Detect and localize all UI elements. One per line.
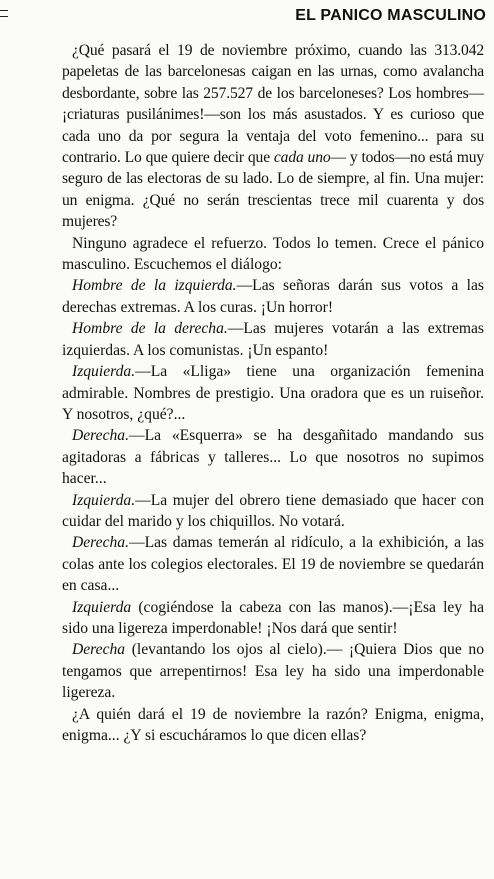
speaker-label: Hombre de la derecha. bbox=[72, 320, 228, 338]
header-rule-top bbox=[0, 10, 8, 11]
speaker-label: Izquierda bbox=[72, 598, 132, 616]
speaker-label: Derecha bbox=[72, 641, 126, 659]
header-rule-bottom bbox=[0, 16, 8, 17]
paragraph-izquierda-2 bbox=[62, 490, 484, 533]
text-run: —Las damas temerán al ridículo, a la exhibición, a las colas ante los colegios electorales. El 19 de noviembre se quedarán en casa... bbox=[62, 534, 484, 595]
paragraph-closing bbox=[62, 704, 484, 747]
speaker-label: Derecha. bbox=[72, 427, 130, 445]
text-run: Ninguno agradece el refuerzo. Todos lo temen. Crece el pánico masculino. Escuchemos el diálogo: bbox=[62, 234, 484, 274]
text-run: (levantando los ojos al cielo).— ¡Quiera Dios que no tengamos que arrepentirnos! Esa ley ha sido una imperdonable ligereza. bbox=[62, 641, 484, 702]
text-run: —Las señoras darán sus votos a las derechas extremas. A los curas. ¡Un horror! bbox=[62, 277, 484, 316]
italic-run: cada uno bbox=[273, 149, 331, 167]
speaker-label: Izquierda. bbox=[72, 363, 136, 381]
paragraph-derecha-3 bbox=[62, 639, 484, 703]
paragraph-hombre-izquierda bbox=[62, 275, 484, 318]
paragraph-derecha-1 bbox=[62, 425, 484, 489]
paragraph-derecha-2 bbox=[62, 532, 484, 596]
speaker-label: Hombre de la izquierda. bbox=[72, 277, 237, 295]
paragraph-izquierda-1 bbox=[62, 361, 484, 425]
paragraph-izquierda-3 bbox=[62, 597, 484, 640]
text-run: ¿A quién dará el 19 de noviembre la razón? Enigma, enigma, enigma... ¿Y si escucháramos lo que dicen ellas? bbox=[62, 705, 484, 744]
paragraph-dialog-intro bbox=[62, 233, 484, 276]
text-run: —La «Lliga» tiene una organización femenina admirable. Nombres de prestigio. Una oradora que es un ruiseñor. Y nosotros, ¿qué?... bbox=[62, 363, 484, 423]
text-run: (cogiéndose la cabeza con las manos).—¡Esa ley ha sido una ligereza imperdonable! ¡Nos dará que sentir! bbox=[62, 598, 484, 637]
paragraph-hombre-derecha bbox=[62, 318, 484, 361]
text-run: —La «Esquerra» se ha desgañitado mandando sus agitadoras a fábricas y talleres... Lo que nosotros no supimos hacer... bbox=[62, 427, 484, 488]
text-run: — y todos—no está muy seguro de las electoras de su lado. Lo de siempre, al fin. Una mujer: un enigma. ¿Qué no serán trescientas trece mil cuarenta y dos mujeres? bbox=[62, 149, 485, 231]
article-body bbox=[62, 40, 484, 746]
paragraph-intro bbox=[62, 40, 484, 233]
speaker-label: Derecha. bbox=[72, 534, 130, 552]
text-run: ¿Qué pasará el 19 de noviembre próximo, cuando las 313.042 papeletas de las barcelonesas caigan en las urnas, como avalancha desbordante, sobre las 257.527 de los barceloneses? Los hombres—¡criaturas pusilánimes!—son los más asustados. Y es curioso que cada uno da por segura la ventaja del voto femenino... para su contrario. Lo que quiere decir que bbox=[62, 42, 484, 167]
speaker-label: Izquierda. bbox=[72, 491, 136, 509]
article-title: EL PANICO MASCULINO bbox=[295, 7, 486, 24]
text-run: —La mujer del obrero tiene demasiado que hacer con cuidar del marido y los chiquillos. No votará. bbox=[62, 491, 484, 530]
text-run: —Las mujeres votarán a las extremas izquierdas. A los comunistas. ¡Un espanto! bbox=[62, 320, 484, 359]
